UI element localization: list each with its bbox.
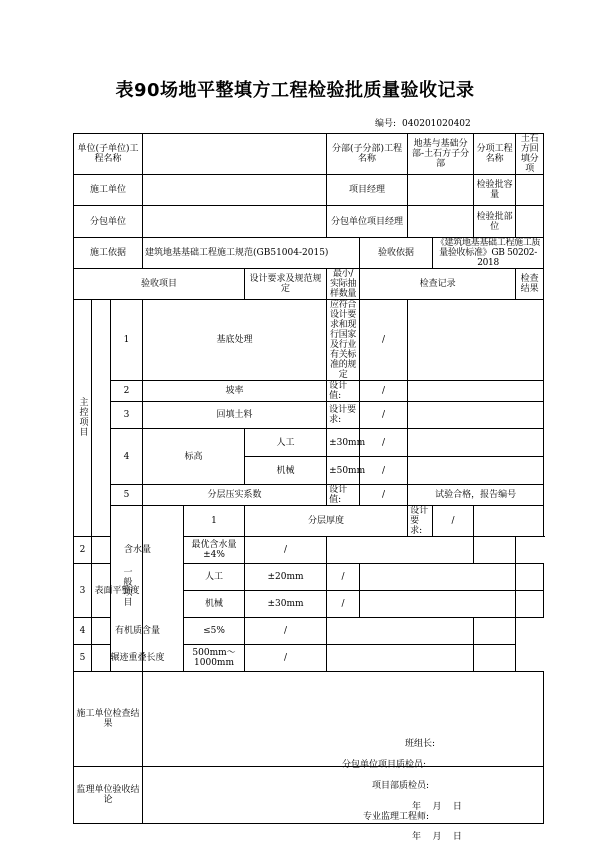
sub-pm-label: 分包单位项目经理 (327, 206, 408, 238)
item-record[interactable] (408, 429, 544, 457)
item-sample[interactable]: / (327, 564, 360, 591)
item-sample[interactable]: / (360, 457, 408, 485)
item-record[interactable] (408, 381, 544, 402)
item-project-value[interactable]: 土石方回填分项 (516, 134, 544, 175)
row-no: 5 (111, 485, 143, 506)
part-label: 检验批部位 (474, 206, 516, 238)
item-record[interactable] (327, 618, 474, 645)
unit-value[interactable] (143, 134, 327, 175)
sub-item: 机械 (245, 457, 327, 485)
qc-label: 项目部质检员: (372, 781, 430, 791)
record-code (375, 116, 471, 129)
project-manager-label: 项目经理 (327, 175, 408, 206)
item-result[interactable] (516, 564, 544, 591)
basis-value: 建筑地基基础工程施工规范(GB51004-2015) (143, 238, 360, 269)
sub-project-label: 分部(子分部)工程名称 (327, 134, 408, 175)
item-project-label: 分项工程名称 (474, 134, 516, 175)
sub-project-value[interactable]: 地基与基础分部-土石方子分部 (408, 134, 474, 175)
item-requirement: 500mm～1000mm (184, 645, 245, 672)
acceptance-label: 验收依据 (360, 238, 433, 269)
item-sample[interactable]: / (360, 381, 408, 402)
sub-qc-label: 分包单位项目质检员: (342, 760, 427, 770)
item-record[interactable] (474, 506, 544, 537)
item-record[interactable] (408, 457, 544, 485)
item-record[interactable] (360, 564, 516, 591)
row-no: 5 (74, 645, 92, 672)
row-no: 2 (74, 537, 92, 564)
sub-pm-value[interactable] (408, 206, 474, 238)
item-sample[interactable]: / (360, 485, 408, 506)
row-no: 4 (74, 618, 92, 645)
item-sample[interactable]: / (245, 645, 327, 672)
project-manager-value[interactable] (408, 175, 474, 206)
acceptance-value: 《建筑地基基础工程施工质量验收标准》GB 50202-2018 (433, 238, 544, 269)
main-group-label: 主控项目 (74, 300, 92, 537)
page-title: 表90场地平整填方工程检验批质量验收记录 (115, 80, 475, 101)
item-requirement: ±50mm (327, 457, 360, 485)
inspection-form (73, 133, 544, 842)
col-requirement: 设计要求及规范规定 (245, 269, 327, 300)
item-name: 有机质含量 (92, 618, 184, 645)
construction-result-box[interactable] (143, 672, 544, 812)
col-sample: 最小/实际抽样数量 (327, 269, 360, 300)
unit-label: 单位(子单位)工程名称 (74, 134, 143, 175)
row-no: 3 (74, 564, 92, 618)
item-sample[interactable]: / (360, 402, 408, 429)
item-sample[interactable]: / (360, 429, 408, 457)
item-record[interactable] (408, 402, 544, 429)
item-name: 含水量 (92, 537, 184, 564)
item-name: 分层厚度 (245, 506, 408, 537)
item-sample[interactable]: / (245, 537, 327, 564)
item-requirement: 设计要求: (408, 506, 433, 537)
row-no: 3 (111, 402, 143, 429)
part-value[interactable] (516, 206, 544, 238)
general-group-label: 一般项目 (111, 506, 143, 672)
code-label: 编号: (375, 119, 397, 129)
col-record: 检查记录 (360, 269, 516, 300)
item-record[interactable] (327, 537, 474, 564)
col-item: 验收项目 (74, 269, 245, 300)
subcontractor-label: 分包单位 (74, 206, 143, 238)
row-no: 1 (111, 300, 143, 381)
item-record[interactable] (360, 591, 516, 618)
col-result: 检查结果 (516, 269, 544, 300)
item-record[interactable] (327, 645, 474, 672)
supervisor-label: 监理单位验收结论 (74, 767, 143, 824)
item-name: 回填土料 (143, 402, 327, 429)
item-name: 标高 (143, 429, 245, 485)
capacity-value[interactable] (516, 175, 544, 206)
team-leader-label: 班组长: (405, 739, 436, 749)
item-requirement: 设计要求: (327, 402, 360, 429)
subcontractor-value[interactable] (143, 206, 327, 238)
item-result[interactable] (516, 591, 544, 618)
item-name: 表面平整度 (92, 564, 143, 618)
item-name: 基底处理 (143, 300, 327, 381)
sub-item: 机械 (184, 591, 245, 618)
item-requirement: ±20mm (245, 564, 327, 591)
item-record[interactable] (408, 300, 544, 381)
item-result[interactable] (474, 645, 516, 672)
item-requirement: ±30mm (327, 429, 360, 457)
item-name: 分层压实系数 (143, 485, 327, 506)
item-result[interactable] (474, 618, 516, 645)
item-name: 辗迹重叠长度 (92, 645, 184, 672)
supervisor-date: 年 月 日 (412, 832, 462, 842)
capacity-label: 检验批容量 (474, 175, 516, 206)
sub-item: 人工 (245, 429, 327, 457)
item-requirement: 最优含水量±4% (184, 537, 245, 564)
row-no: 1 (184, 506, 245, 537)
construction-date: 年 月 日 (412, 802, 462, 812)
item-requirement: 应符合设计要求和现行国家及行业有关标准的规定 (327, 300, 360, 381)
item-sample[interactable]: / (433, 506, 474, 537)
item-result[interactable] (474, 537, 516, 564)
item-sample[interactable]: / (360, 300, 408, 381)
item-sample[interactable]: / (245, 618, 327, 645)
engineer-label: 专业监理工程师: (363, 812, 430, 822)
code-value: 040201020402 (402, 119, 471, 129)
item-sample[interactable]: / (327, 591, 360, 618)
basis-label: 施工依据 (74, 238, 143, 269)
supervisor-box[interactable] (143, 767, 544, 842)
construction-result-label: 施工单位检查结果 (74, 672, 143, 767)
item-requirement: ±30mm (245, 591, 327, 618)
item-requirement: 设计值: (327, 485, 360, 506)
group-spacer (92, 300, 111, 537)
row-no: 2 (111, 381, 143, 402)
sub-item: 人工 (184, 564, 245, 591)
item-requirement: ≤5% (184, 618, 245, 645)
construction-unit-label: 施工单位 (74, 175, 143, 206)
construction-unit-value[interactable] (143, 175, 327, 206)
item-name: 坡率 (143, 381, 327, 402)
item-record[interactable]: 试验合格，报告编号 (408, 485, 544, 506)
row-no: 4 (111, 429, 143, 485)
item-requirement: 设计值: (327, 381, 360, 402)
